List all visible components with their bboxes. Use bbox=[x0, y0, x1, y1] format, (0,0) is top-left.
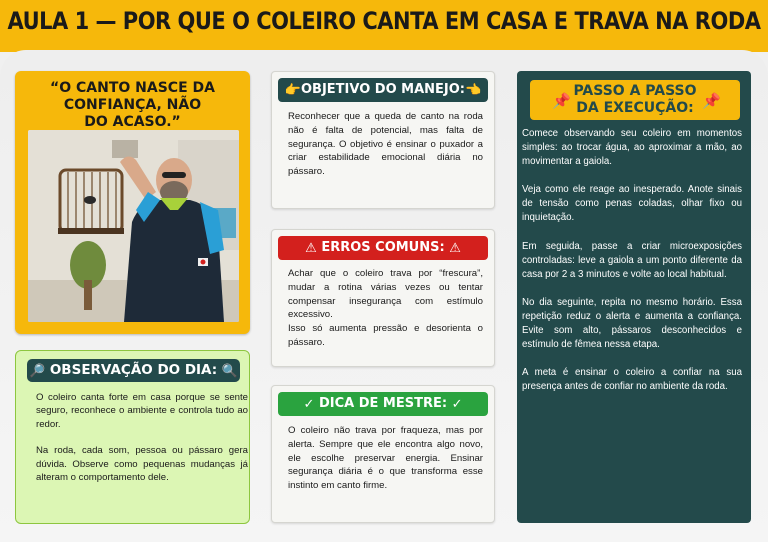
observacao-card bbox=[15, 350, 250, 524]
observacao-paragraph: Na roda, cada som, pessoa ou pássaro gera dúvida. Observe como pequenas mudanças já alteram o comportamento dele. bbox=[36, 445, 248, 484]
quote-line: CONFIANÇA, NÃO bbox=[63, 97, 202, 113]
passo-a-passo-body bbox=[522, 127, 742, 408]
observacao-body bbox=[36, 391, 248, 484]
passo-title-line: PASSO A PASSO bbox=[573, 83, 697, 99]
pushpin-icon: 📌 bbox=[552, 93, 571, 110]
check-icon: ✓ bbox=[303, 397, 315, 412]
passo-paragraph: No dia seguinte, repita no mesmo horário. Essa repetição reduz o alerta e aumenta a confiança. Evite som alto, pássaros desconhecidos e estímulo de fêmea nessa etapa. bbox=[522, 296, 742, 351]
dica-card bbox=[271, 385, 495, 523]
dica-title: DICA DE MESTRE: bbox=[318, 396, 448, 411]
objetivo-header bbox=[278, 78, 488, 102]
check-icon: ✓ bbox=[451, 397, 463, 412]
observacao-paragraph: O coleiro canta forte em casa porque se sente seguro, reconhece o ambiente e controla tudo ao redor. bbox=[36, 392, 248, 430]
dica-header bbox=[278, 392, 488, 416]
passo-paragraph: A meta é ensinar o coleiro a confiar na sua presença antes de confiar no ambiente da roda. bbox=[522, 367, 742, 393]
passo-paragraph: Veja como ele reage ao inesperado. Anote sinais de tensão como penas coladas, olhar fixo ou inquietação. bbox=[522, 184, 742, 224]
erros-title: ERROS COMUNS: bbox=[321, 240, 445, 255]
erros-card bbox=[271, 229, 495, 367]
observacao-title: OBSERVAÇÃO DO DIA: bbox=[49, 362, 218, 378]
objetivo-card bbox=[271, 71, 495, 209]
magnifier-icon: 🔎 bbox=[28, 364, 46, 379]
quote-line: “O CANTO NASCE DA bbox=[50, 80, 215, 96]
passo-paragraph: Comece observando seu coleiro em momentos simples: ao trocar água, ao aproximar a mão, ao movimentar a gaiola. bbox=[522, 128, 742, 168]
person-holding-birdcage-photo bbox=[28, 130, 239, 322]
pushpin-icon: 📌 bbox=[702, 93, 721, 110]
warning-icon: ⚠ bbox=[449, 241, 461, 256]
observacao-header bbox=[27, 359, 240, 382]
erros-paragraph: Isso só aumenta pressão e desorienta o pássaro. bbox=[288, 323, 483, 348]
passo-title-line: DA EXECUÇÃO: bbox=[576, 100, 694, 116]
passo-a-passo-header bbox=[530, 80, 740, 120]
pointing-hand-icon: 👈 bbox=[465, 83, 482, 98]
erros-paragraph: Achar que o coleiro trava por “frescura”, mudar a rotina várias vezes ou tentar compensar insegurança com estímulo excessivo. bbox=[288, 268, 483, 321]
dica-body: O coleiro não trava por fraqueza, mas por alerta. Sempre que ele encontra algo novo, ele escolhe preservar energia. Ensinar segurança diária é o que transforma esse instinto em canto firme. bbox=[288, 425, 483, 492]
photo-illustration bbox=[28, 130, 239, 322]
quote-text bbox=[15, 80, 250, 131]
passo-paragraph: Em seguida, passe a criar microexposições controladas: leve a gaiola a um ponto diferente da casa por 2 a 3 minutos e volte ao local habitual. bbox=[522, 240, 742, 280]
quote-line: DO ACASO.” bbox=[84, 114, 181, 130]
objetivo-body: Reconhecer que a queda de canto na roda não é falta de potencial, mas falta de segurança. O objetivo é ensinar o puxador a criar estabilidade emocional diária no pássaro. bbox=[288, 111, 483, 178]
passo-a-passo-card bbox=[517, 71, 751, 523]
erros-header bbox=[278, 236, 488, 260]
magnifier-icon: 🔍 bbox=[221, 364, 239, 379]
warning-icon: ⚠ bbox=[305, 241, 317, 256]
page-title: AULA 1 — POR QUE O COLEIRO CANTA EM CASA E TRAVA NA RODA bbox=[7, 7, 761, 35]
erros-body bbox=[288, 267, 483, 350]
objetivo-title: OBJETIVO DO MANEJO: bbox=[300, 82, 465, 97]
pointing-hand-icon: 👉 bbox=[284, 83, 301, 98]
